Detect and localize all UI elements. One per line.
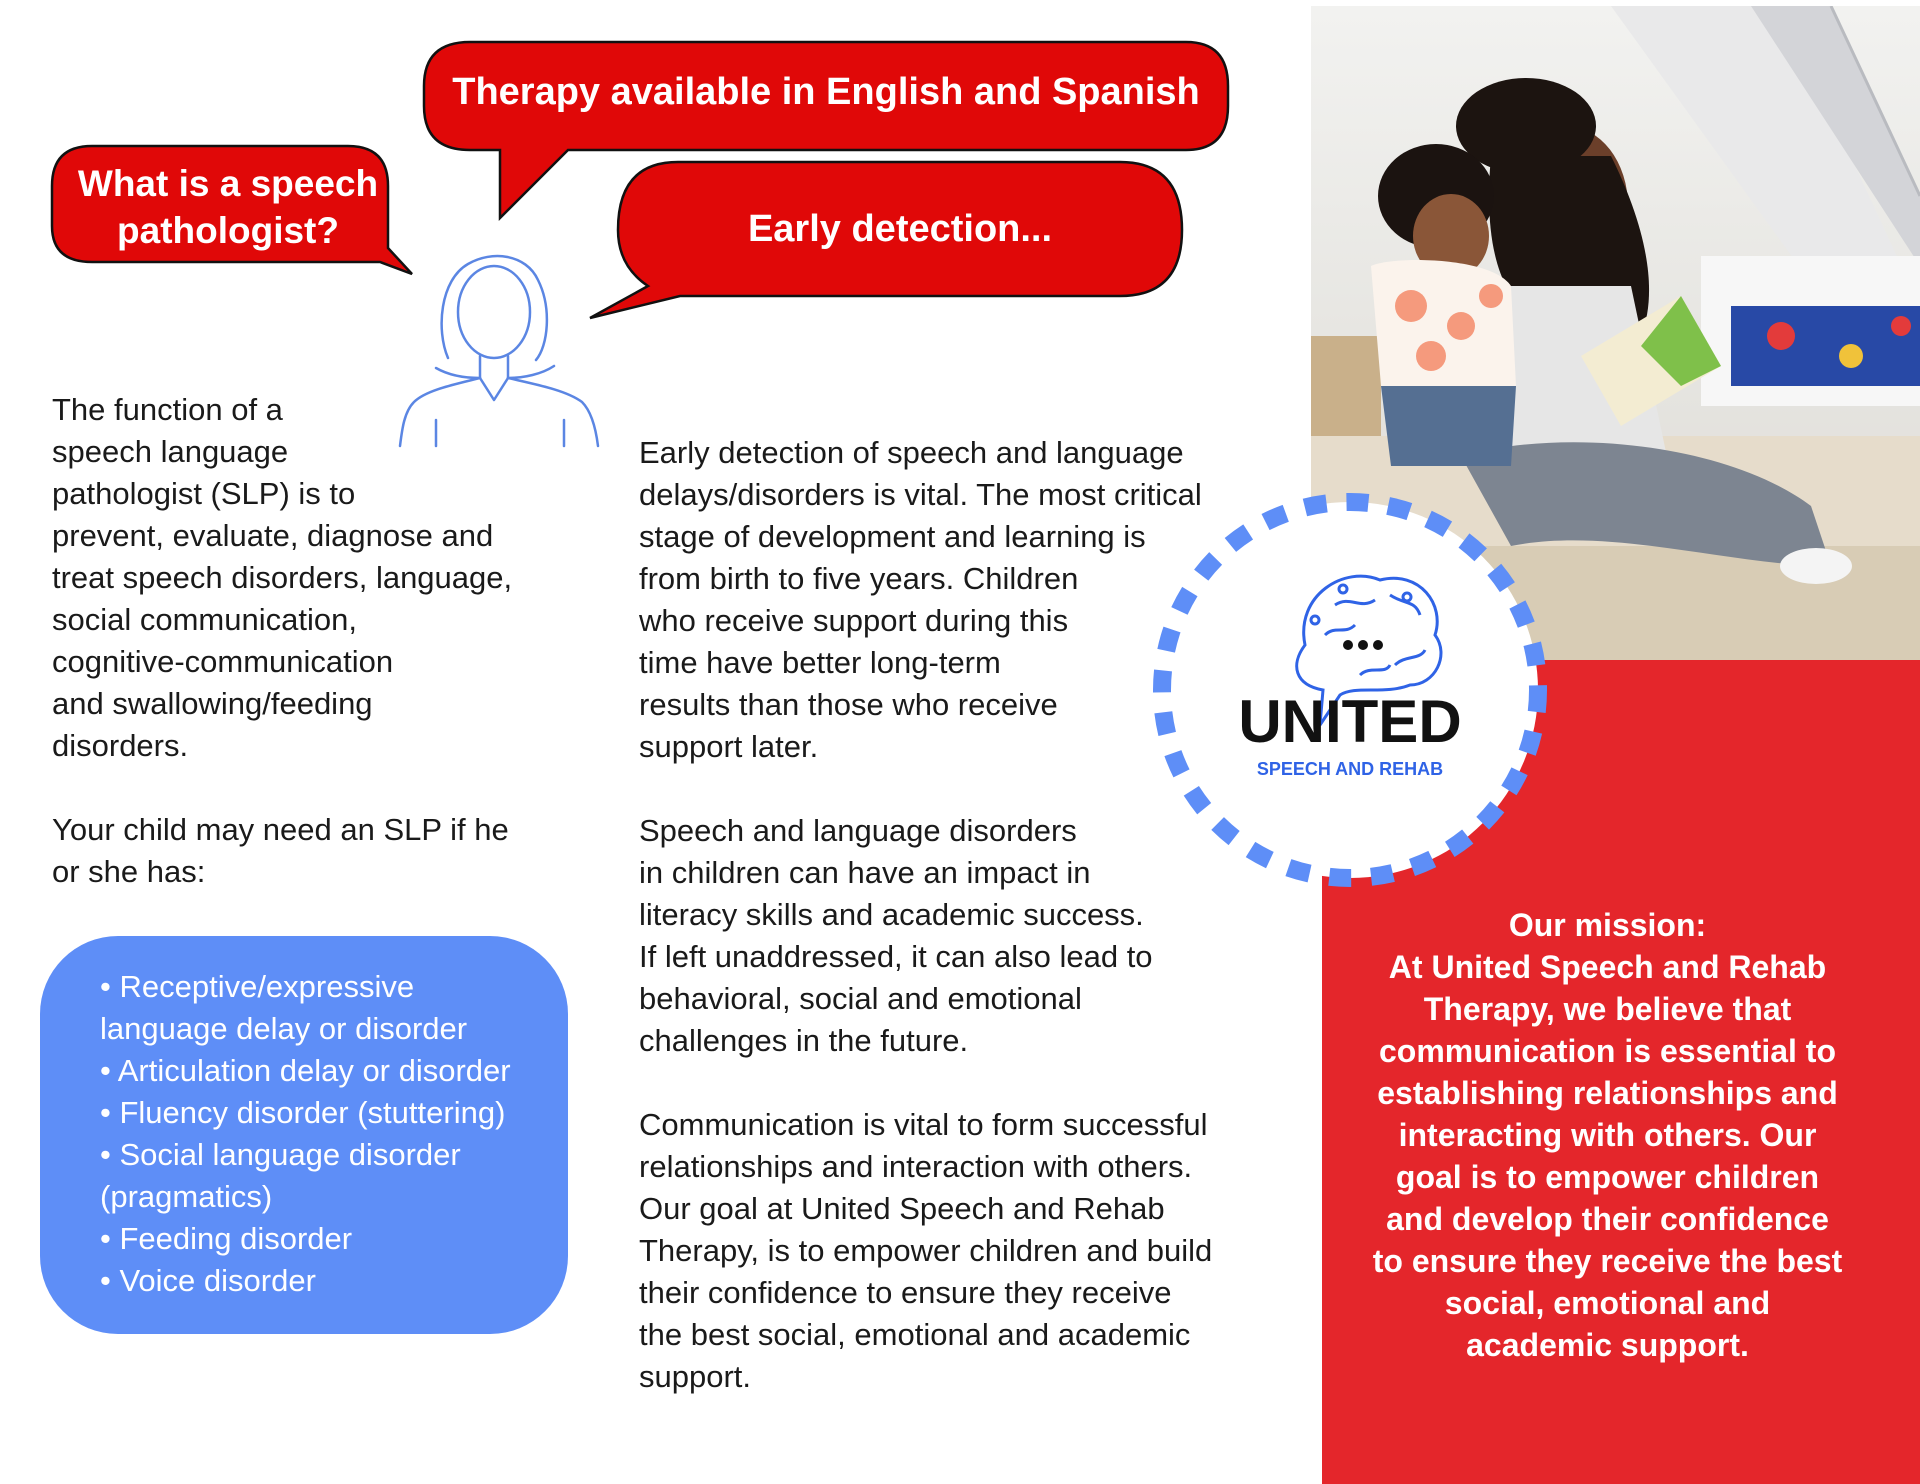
paragraph-line: Communication is vital to form successful xyxy=(639,1107,1208,1142)
list-item: • Voice disorder xyxy=(100,1263,316,1298)
bubble-what-is-text: What is a speech pathologist? xyxy=(77,163,379,251)
bubble-early-detection-text: Early detection... xyxy=(747,208,1053,250)
slp-function-line: The function of a xyxy=(52,392,283,427)
paragraph-line: support. xyxy=(639,1359,752,1394)
united-speech-and-rehab-logo xyxy=(1145,485,1555,895)
list-item: (pragmatics) xyxy=(100,1179,273,1214)
slp-function-line: and swallowing/feeding xyxy=(52,686,373,721)
slp-need-line: Your child may need an SLP if he xyxy=(52,812,509,847)
paragraph-line: behavioral, social and emotional xyxy=(639,981,1082,1016)
paragraph-line: from birth to five years. Children xyxy=(639,561,1079,596)
mission-line: academic support. xyxy=(1466,1327,1749,1363)
slp-function-line: treat speech disorders, language, xyxy=(52,560,513,595)
mission-line: goal is to empower children xyxy=(1395,1159,1820,1195)
logo-tagline: SPEECH AND REHAB xyxy=(1256,759,1444,779)
paragraph-line: relationships and interaction with others. xyxy=(639,1149,1193,1184)
list-item: • Articulation delay or disorder xyxy=(100,1053,511,1088)
mission-line: and develop their confidence xyxy=(1386,1201,1829,1237)
paragraph-line: Therapy, is to empower children and build xyxy=(639,1233,1213,1268)
paragraph-line: Speech and language disorders xyxy=(639,813,1077,848)
slp-function-line: prevent, evaluate, diagnose and xyxy=(52,518,494,553)
slp-function-line: pathologist (SLP) is to xyxy=(52,476,356,511)
slp-function-line: disorders. xyxy=(52,728,189,763)
slp-conditions-box xyxy=(40,936,568,1334)
paragraph-line: results than those who receive xyxy=(639,687,1058,722)
paragraph-line: challenges in the future. xyxy=(639,1023,969,1058)
paragraph-line: Early detection of speech and language xyxy=(639,435,1184,470)
logo-wordmark: UNITED xyxy=(1238,688,1462,755)
list-item: language delay or disorder xyxy=(100,1011,468,1046)
list-item: • Receptive/expressive xyxy=(100,969,415,1004)
mission-line: communication is essential to xyxy=(1379,1033,1836,1069)
list-item: • Fluency disorder (stuttering) xyxy=(100,1095,506,1130)
mission-statement xyxy=(1330,904,1885,1366)
paragraph-line: time have better long-term xyxy=(639,645,1001,680)
mission-line: At United Speech and Rehab xyxy=(1388,949,1827,985)
mission-line: Therapy, we believe that xyxy=(1423,991,1792,1027)
slp-function-line: social communication, xyxy=(52,602,357,637)
slp-function-line: cognitive-communication xyxy=(52,644,394,679)
paragraph-line: in children can have an impact in xyxy=(639,855,1091,890)
slp-need-line: or she has: xyxy=(52,854,206,889)
paragraph-line: Our goal at United Speech and Rehab xyxy=(639,1191,1165,1226)
bubble-languages-text: Therapy available in English and Spanish xyxy=(452,71,1200,113)
paragraph-line: their confidence to ensure they receive xyxy=(639,1275,1172,1310)
mission-line: interacting with others. Our xyxy=(1398,1117,1817,1153)
mission-line: to ensure they receive the best xyxy=(1372,1243,1843,1279)
paragraph-line: the best social, emotional and academic xyxy=(639,1317,1191,1352)
slp-function-line: speech language xyxy=(52,434,289,469)
paragraph-line: delays/disorders is vital. The most critical xyxy=(639,477,1202,512)
mission-line: social, emotional and xyxy=(1444,1285,1771,1321)
paragraph-line: who receive support during this xyxy=(639,603,1069,638)
mission-heading: Our mission: xyxy=(1508,907,1707,943)
list-item: • Feeding disorder xyxy=(100,1221,353,1256)
paragraph-line: stage of development and learning is xyxy=(639,519,1146,554)
slp-intro xyxy=(52,389,612,893)
paragraph-line: literacy skills and academic success. xyxy=(639,897,1144,932)
list-item: • Social language disorder xyxy=(100,1137,461,1172)
paragraph-line: support later. xyxy=(639,729,819,764)
paragraph-line: If left unaddressed, it can also lead to xyxy=(639,939,1153,974)
mission-line: establishing relationships and xyxy=(1377,1075,1838,1111)
